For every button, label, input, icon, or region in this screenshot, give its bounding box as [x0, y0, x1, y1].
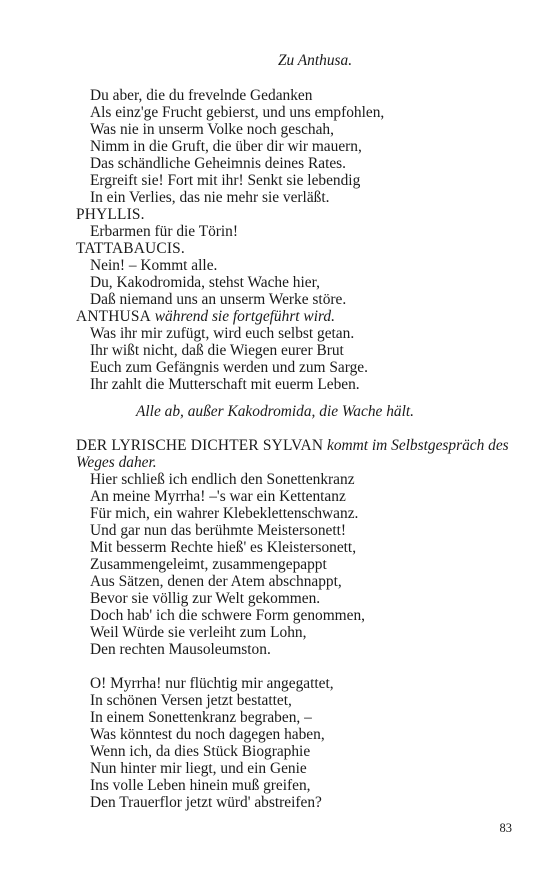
verse-line: Du, Kakodromida, stehst Wache hier, [90, 274, 320, 291]
verse-line: Erbarmen für die Törin! [90, 223, 239, 240]
verse-line: Nein! – Kommt alle. [90, 257, 218, 274]
verse-line: Den Trauerflor jetzt würd' abstreifen? [90, 794, 322, 811]
speaker-anthusa: ANTHUSA [76, 308, 151, 325]
verse-line: Ergreift sie! Fort mit ihr! Senkt sie lebendig [90, 172, 361, 189]
speaker-anthusa-line [76, 308, 335, 325]
verse-line: Mit besserm Rechte hieß' es Kleistersonett, [90, 539, 357, 556]
verse-line: In ein Verlies, das nie mehr sie verläßt. [90, 189, 330, 206]
speaker-sylvan: DER LYRISCHE DICHTER SYLVAN [76, 437, 324, 454]
verse-line: Ihr wißt nicht, daß die Wiegen eurer Brut [90, 342, 344, 359]
verse-line: Das schändliche Geheimnis deines Rates. [90, 155, 347, 172]
verse-line: Was ihr mir zufügt, wird euch selbst getan. [90, 325, 355, 342]
verse-line: Nun hinter mir liegt, und ein Genie [90, 760, 307, 777]
verse-line: In schönen Versen jetzt bestattet, [90, 692, 292, 709]
addressee-heading: Zu Anthusa. [277, 52, 353, 69]
verse-line: Nimm in die Gruft, die über dir wir mauern, [90, 138, 362, 155]
speaker-phyllis: PHYLLIS. [76, 206, 145, 223]
verse-line: Was nie in unserm Volke noch geschah, [90, 121, 334, 138]
anthusa-stage-direction: während sie fortgeführt wird. [154, 308, 335, 325]
verse-line: Zusammengeleimt, zusammengepappt [90, 556, 327, 573]
verse-line: Ins volle Leben hinein muß greifen, [90, 777, 311, 794]
verse-line: Daß niemand uns an unserm Werke störe. [90, 291, 347, 308]
verse-line: Den rechten Mausoleumston. [90, 641, 271, 658]
stage-direction: Alle ab, außer Kakodromida, die Wache hält. [136, 403, 414, 420]
verse-line: An meine Myrrha! –'s war ein Kettentanz [90, 488, 346, 505]
verse-line: Euch zum Gefängnis werden und zum Sarge. [90, 359, 368, 376]
verse-line: Bevor sie völlig zur Welt gekommen. [90, 590, 321, 607]
verse-line: Für mich, ein wahrer Klebeklettenschwanz. [90, 505, 359, 522]
verse-line: Aus Sätzen, denen der Atem abschnappt, [90, 573, 342, 590]
speaker-tattabaucis: TATTABAUCIS. [76, 240, 185, 257]
verse-line: Weil Würde sie verleiht zum Lohn, [90, 624, 307, 641]
sylvan-stage-direction: kommt im Selbstgespräch des [327, 437, 509, 454]
verse-line: Und gar nun das berühmte Meistersonett! [90, 522, 347, 539]
verse-line: Du aber, die du frevelnde Gedanken [90, 87, 313, 104]
verse-line: Wenn ich, da dies Stück Biographie [90, 743, 311, 760]
speaker-sylvan-line [76, 437, 509, 454]
verse-line: Als einz'ge Frucht gebierst, und uns empfohlen, [90, 104, 385, 121]
sylvan-stage-direction-cont: Weges daher. [76, 454, 157, 471]
verse-line: Hier schließ ich endlich den Sonettenkranz [90, 471, 355, 488]
verse-line: Ihr zahlt die Mutterschaft mit euerm Leben. [90, 376, 360, 393]
verse-line: Was könntest du noch dagegen haben, [90, 726, 325, 743]
verse-line: In einem Sonettenkranz begraben, – [90, 709, 312, 726]
verse-line: O! Myrrha! nur flüchtig mir angegattet, [90, 675, 334, 692]
page-number: 83 [499, 821, 512, 835]
verse-line: Doch hab' ich die schwere Form genommen, [90, 607, 366, 624]
